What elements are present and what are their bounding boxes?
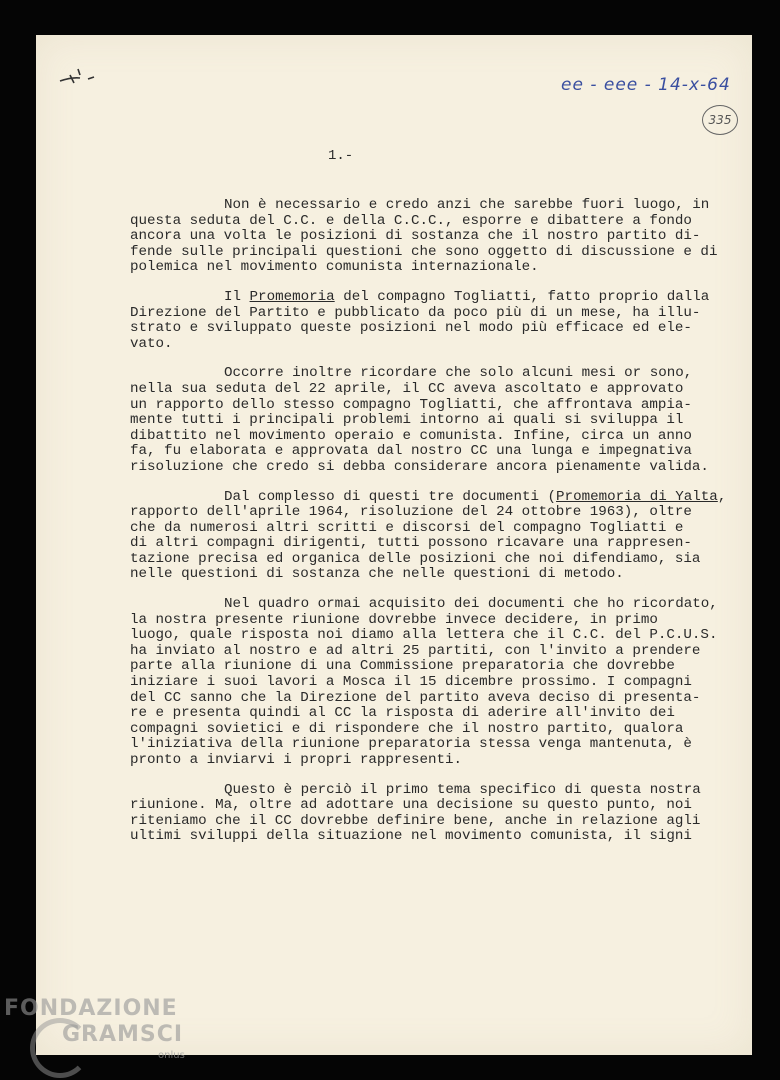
paragraph-1: Non è necessario e credo anzi che sarebbe fuori luogo, in questa seduta del C.C. e della C.C.C., esporre e dibattere a fondo ancora una volta le posizioni di sostanza che il nostro partito di- fende sulle principali questioni che sono oggetto di discussione e di polemica nel movimento comunista internazionale.	[130, 197, 718, 276]
watermark-line3: onlus	[158, 1050, 185, 1061]
document-sheet	[36, 35, 752, 1055]
paragraph-6: Questo è perciò il primo tema specifico di questa nostra riunione. Ma, oltre ad adottare una decisione su questo punto, noi riteniamo che il CC dovrebbe definire bene, anche in relazione agli ultimi sviluppi della situazione nel movimento comunista, il signi	[130, 781, 701, 845]
page-number: 1.-	[328, 148, 354, 164]
paragraph-3: Occorre inoltre ricordare che solo alcuni mesi or sono, nella sua seduta del 22 aprile, il CC aveva ascoltato e approvato un rapporto dello stesso compagno Togliatti, che affrontava ampia- mente tutti i principali problemi intorno ai quali si sviluppa il dibattito nel movimento operaio e comunista. Infine, circa un anno fa, fu elaborata e approvata dal nostro CC una lunga e impegnativa risoluzione che credo si debba considerare ancora pienamente valida.	[130, 365, 709, 475]
paragraph-2: Il Promemoria del compagno Togliatti, fatto proprio dalla Direzione del Partito e pubblicato da poco più di un mese, ha illu- strato e sviluppato queste posizioni nel modo più efficace ed ele- vato.	[130, 288, 710, 352]
watermark-line2: GRAMSCI	[62, 1022, 184, 1047]
watermark-line1: FONDAZIONE	[4, 996, 178, 1021]
paragraph-5: Nel quadro ormai acquisito dei documenti che ho ricordato, la nostra presente riunione dovrebbe invece decidere, in primo luogo, quale risposta noi diamo alla lettera che il C.C. del P.C.U.S. ha inviato al nostro e ad altri 25 partiti, con l'invito a prendere parte alla riunione di una Commissione preparatoria che dovrebbe iniziare i suoi lavori a Mosca il 15 dicembre prossimo. I compagni del CC sanno che la Direzione del partito aveva deciso di presenta- re e presenta quindi al CC la risposta di aderire all'invito dei compagni sovietici e di rispondere che il nostro partito, qualora l'iniziativa della riunione preparatoria stessa venga mantenuta, è pronto a inviarvi i propri rappresenti.	[130, 596, 718, 768]
archive-number-stamp: 335	[702, 105, 738, 135]
paragraph-4: Dal complesso di questi tre documenti (Promemoria di Yalta, rapporto dell'aprile 1964, risoluzione del 24 ottobre 1963), oltre che da numerosi altri scritti e discorsi del compagno Togliatti e di altri compagni dirigenti, tutti possono ricavare una rappresen- tazione precisa ed organica delle posizioni che noi difendiamo, sia nelle questioni di sostanza che nelle questioni di metodo.	[130, 488, 727, 583]
promemoria-yalta-underlined: Promemoria di Yalta	[556, 488, 718, 505]
handwritten-reference: ee - eee - 14-x-64	[561, 75, 731, 95]
typed-body	[130, 198, 730, 845]
promemoria-underlined: Promemoria	[249, 288, 335, 305]
pencil-mark-icon	[58, 65, 108, 89]
